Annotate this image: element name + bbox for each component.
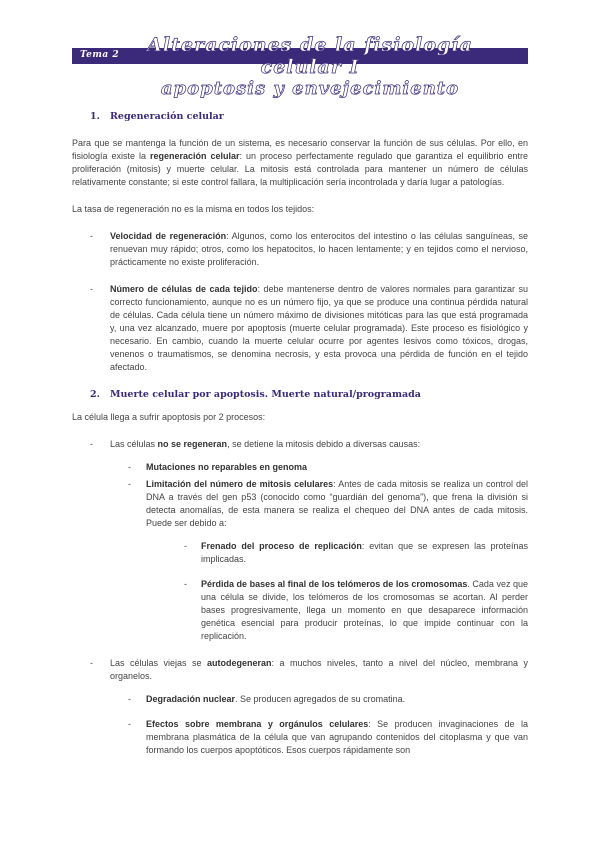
list-item-regeneration-speed: - Velocidad de regeneración: Algunos, como los enterocitos del intestino o las células sanguíneas, se renuevan muy rápido; otros, como los hepatocitos, lo hacen lentamente; y en tejidos como el nervioso, prácticamente no existe proliferación. [90, 231, 529, 267]
list-item-cell-number: - Número de células de cada tejido: debe mantenerse dentro de valores normales para garantizar su correcto funcionamiento, aunque no es un número fijo, ya que se produce una continua pérdida natural de células. Cada célula tiene un número máximo de divisiones mitóticas para las que está programada y, una vez alcanzado, muere por apoptosis (muerte celular programada). Este proceso es fisiológico y necesario. En cambio, cuando la muerte celular ocurre por agentes lesivos como tóxicos, drogas, venenos o traumatismos, se denomina necrosis, y esta provoca una pérdida de función en el tejido afectado. [90, 284, 529, 372]
item-text: Las células [110, 439, 158, 449]
regeneration-rate-text: La tasa de regeneración no es la misma en todos los tejidos: [72, 204, 315, 214]
section1-intro [72, 137, 528, 189]
tema-badge: Tema 2 [80, 50, 120, 60]
sublist-no-regeneration [110, 461, 528, 643]
list-item-no-regeneration: - Las células no se regeneran, se detiene la mitosis debido a diversas causas: - Mutaciones no reparables en genoma - Limitación del número de mitosis celulares: Antes de cada mitosis se realiza un control del DNA a través del gen p53 (conocido como “guardián del genoma”), que frena la división si detecta anomalías, de esta manera se realiza el chequeo del DNA antes de cada mitosis. Puede ser debido a: - Frenado del proceso de replicación: evitan que se expresen las proteínas implicadas. - Pérdida de bases al final de los telómeros de los cromosomas. Cada vez que una célula se divide, los telómeros de los cromosomas se acortan. Al perder bases progresivamente, llega un momento en que desaparece información genética esencial para producir proteínas, lo que impide continuar con la replicación. [90, 439, 528, 641]
sublist-item-nuclear: - Degradación nuclear. Se producen agregados de su cromatina. [128, 694, 406, 704]
item-text: . Cada vez que una célula se divide, los telómeros de los cromosomas se acortan. Al perder bases progresivamente, llega un momento en que desaparece información genética esencial para producir proteínas, lo que impide continuar con la replicación. [201, 579, 528, 641]
item-text: : evitan que se expresen las proteínas implicadas. [201, 541, 528, 564]
section1-title: Regeneración celular [110, 111, 224, 122]
subsublist-causes [146, 540, 528, 643]
sublist-item-mitosis-limit: - Limitación del número de mitosis celulares: Antes de cada mitosis se realiza un control del DNA a través del gen p53 (conocido como “guardián del genoma”), que frena la división si detecta anomalías, de esta manera se realiza el chequeo del DNA antes de cada mitosis. Puede ser debido a: - Frenado del proceso de replicación: evitan que se expresen las proteínas implicadas. - Pérdida de bases al final de los telómeros de los cromosomas. Cada vez que una célula se divide, los telómeros de los cromosomas se acortan. Al perder bases progresivamente, llega un momento en que desaparece información genética esencial para producir proteínas, lo que impide continuar con la replicación. [128, 479, 528, 641]
subsublist-item-replication: - Frenado del proceso de replicación: evitan que se expresen las proteínas implicadas. [184, 541, 528, 564]
item-text: : Algunos, como los enterocitos del intestino o las células sanguíneas, se renuevan muy rápido; otros, como los hepatocitos, lo hacen lentamente; y en tejidos como el nervioso, prácticamente no existe proliferación. [110, 231, 529, 267]
document-title-line1: Alteraciones de la fisiología celular I [147, 34, 473, 78]
document-body [72, 110, 528, 771]
item-bold: Pérdida de bases al final de los telómeros de los cromosomas [201, 579, 468, 589]
document-title-line2: apoptosis y envejecimiento [160, 78, 460, 99]
item-text: : Se producen invaginaciones de la membrana plasmática de la célula que van agrupando contenidos del citoplasma y que van formando los cuerpos apoptóticos. Esos cuerpos rápidamente son [146, 719, 528, 755]
intro-bold: regeneración celular [149, 151, 240, 161]
section1-list [72, 230, 528, 374]
sublist-autodegeneration [110, 693, 528, 757]
section2-heading [72, 388, 528, 401]
sublist-item-mutations: - Mutaciones no reparables en genoma [128, 462, 308, 472]
item-bold: Mutaciones no reparables en genoma [146, 462, 308, 472]
section2-number: 2. [90, 389, 100, 400]
sublist-item-membrane: - Efectos sobre membrana y orgánulos celulares: Se producen invaginaciones de la membrana plasmática de la célula que van agrupando contenidos del citoplasma y que van formando los cuerpos apoptóticos. Esos cuerpos rápidamente son [128, 719, 528, 755]
item-text: Las células viejas se [110, 658, 207, 668]
list-item-autodegeneration: - Las células viejas se autodegeneran: a muchos niveles, tanto a nivel del núcleo, membrana y organelos. - Degradación nuclear. Se producen agregados de su cromatina. - Efectos sobre membrana y orgánulos celulares: Se producen invaginaciones de la membrana plasmática de la célula que van agrupando contenidos del citoplasma y que van formando los cuerpos apoptóticos. Esos cuerpos rápidamente son [90, 658, 529, 755]
intro-text-2: : un proceso perfectamente regulado que garantiza el equilibrio entre proliferación (mitosis) y muerte celular. La mitosis está controlada para mantener un número de células relativamente constante; si este control fallara, la multiplicación sería incontrolada y daría lugar a patologías. [72, 151, 528, 187]
section2-intro: La célula llega a sufrir apoptosis por 2 procesos: [72, 412, 266, 422]
item-bold: Velocidad de regeneración [110, 231, 227, 241]
item-text: . Se producen agregados de su cromatina. [235, 694, 406, 704]
subsublist-item-telomeres: - Pérdida de bases al final de los telómeros de los cromosomas. Cada vez que una célula se divide, los telómeros de los cromosomas se acortan. Al perder bases progresivamente, llega un momento en que desaparece información genética esencial para producir proteínas, lo que impide continuar con la replicación. [184, 579, 528, 641]
section1-heading [72, 110, 528, 123]
intro-text: Para que se mantenga la función de un sistema, es necesario conservar la función de sus células. Por ello, en fisiología existe la [72, 138, 528, 161]
item-text: : Antes de cada mitosis se realiza un control del DNA a través del gen p53 (conocido como “guardián del genoma”), que frena la división si detecta anomalías, de esta manera se realiza el chequeo del DNA antes de cada mitosis. Puede ser debido a: [146, 479, 528, 528]
section1-number: 1. [90, 111, 100, 122]
item-bold: no se regeneran [157, 439, 228, 449]
item-bold: Frenado del proceso de replicación [201, 541, 362, 551]
item-bold: Efectos sobre membrana y orgánulos celulares [146, 719, 369, 729]
item-bold: autodegeneran [207, 658, 272, 668]
item-bold: Degradación nuclear [146, 694, 236, 704]
item-text: : a muchos niveles, tanto a nivel del núcleo, membrana y organelos. [110, 658, 529, 681]
section2-list [72, 438, 528, 757]
section2-title: Muerte celular por apoptosis. Muerte natural/programada [110, 389, 421, 400]
item-text: : debe mantenerse dentro de valores normales para garantizar su correcto funcionamiento, aunque no es un número fijo, ya que se produce una continua pérdida natural de células. Cada célula tiene un número máximo de divisiones mitóticas para las que está programada y, una vez alcanzado, muere por apoptosis (muerte celular programada). Este proceso es fisiológico y necesario. En cambio, cuando la muerte celular ocurre por agentes lesivos como tóxicos, drogas, venenos o traumatismos, se denomina necrosis, y esta provoca una pérdida de función en el tejido afectado. [110, 284, 529, 372]
item-bold: Número de células de cada tejido [110, 284, 258, 294]
item-text: , se detiene la mitosis debido a diversas causas: [227, 439, 421, 449]
item-bold: Limitación del número de mitosis celulares [146, 479, 334, 489]
